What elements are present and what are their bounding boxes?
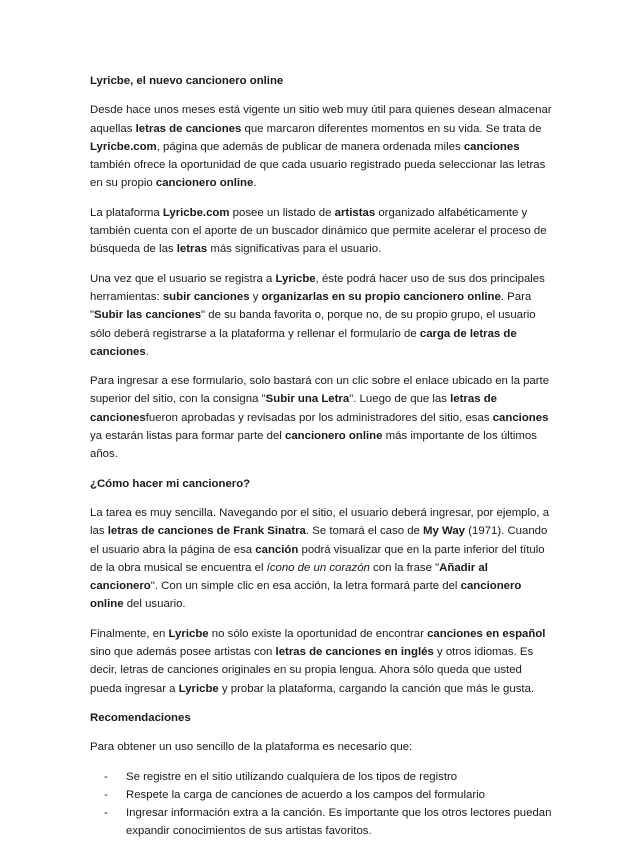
list-item-text: Ingresar información extra a la canción. Es importante que los otros lectores puedan expandir conocimientos de sus artistas favoritos. — [126, 807, 552, 838]
text-run: más importante de los últimos años. — [90, 430, 537, 461]
text-run: La plataforma — [90, 206, 163, 219]
bold-term: Lyricbe — [178, 682, 219, 695]
paragraph-final — [90, 625, 552, 698]
bold-term: Lyricbe — [275, 272, 316, 285]
paragraph-intro — [90, 101, 552, 192]
paragraph-list-intro: Para obtener un uso sencillo de la plataforma es necesario que: — [90, 741, 413, 754]
italic-term: ícono de un corazón — [266, 561, 370, 574]
bullet-dash: - — [104, 770, 108, 783]
bold-term: letras de canciones — [90, 393, 497, 424]
bold-term: Añadir al cancionero — [90, 561, 488, 593]
text-run: , página que además de publicar de manera ordenada miles — [156, 140, 464, 153]
text-run: organizado alfabéticamente y también cuenta con el aporte de un buscador dinámico que permite acelerar el proceso de búsqueda de las — [90, 206, 547, 256]
text-run: y — [249, 290, 262, 303]
text-run: con la frase " — [369, 561, 440, 574]
bold-term: canción — [255, 543, 299, 556]
text-run: . — [145, 345, 149, 358]
bold-term: cancionero online — [285, 430, 383, 443]
paragraph-form-access — [90, 372, 552, 463]
bold-term: My Way — [423, 525, 466, 538]
bold-term: letras de canciones en inglés — [275, 646, 434, 659]
bold-term: letras de canciones de Frank Sinatra — [107, 525, 306, 538]
subheading-recommendations: Recomendaciones — [90, 711, 191, 724]
text-run: del usuario. — [123, 598, 186, 611]
text-run: Para ingresar a ese formulario, solo bastará con un clic sobre el enlace ubicado en la parte superior del sitio, con la consigna " — [90, 375, 550, 406]
bold-term: Subir las canciones — [94, 309, 202, 322]
bold-term: Lyricbe.com — [162, 206, 230, 219]
list-item-text: Se registre en el sitio utilizando cualquiera de los tipos de registro — [126, 770, 458, 783]
text-run: podrá visualizar que en la parte inferior del título de la obra musical se encuentra el — [90, 543, 545, 574]
document-title: Lyricbe, el nuevo cancionero online — [90, 75, 284, 87]
text-run: sino que además posee artistas con — [90, 646, 276, 659]
text-run: que marcaron diferentes momentos en su vida. Se trata de — [241, 122, 542, 135]
text-run: posee un listado de — [229, 206, 335, 219]
bold-term: organizarlas en su propio cancionero online — [261, 290, 501, 303]
text-run: no sólo existe la oportunidad de encontrar — [208, 627, 428, 640]
paragraph-example — [90, 504, 552, 614]
paragraph-registration — [90, 270, 552, 361]
text-run: . — [253, 177, 257, 190]
bold-term: canciones — [463, 140, 520, 153]
bold-term: Lyricbe.com — [90, 140, 157, 153]
bold-term: carga de letras de canciones — [90, 327, 517, 358]
text-run: ". Con un simple clic en esa acción, la letra formará parte del — [150, 580, 461, 593]
text-run: más significativas para el usuario. — [207, 243, 382, 256]
text-run: y otros idiomas. Es decir, letras de canciones originales en su propia lengua. Ahora sólo queda que usted pueda ingresar a — [90, 646, 534, 695]
paragraph-platform — [90, 204, 552, 259]
text-run: Finalmente, en — [90, 627, 169, 640]
bold-term: Subir una Letra — [265, 393, 350, 406]
bold-term: artistas — [334, 206, 376, 219]
bold-term: Lyricbe — [168, 627, 209, 640]
text-run: Una vez que el usuario se registra a — [90, 272, 276, 285]
list-item — [104, 786, 552, 804]
bold-term: subir canciones — [162, 290, 250, 303]
text-run: fueron aprobadas y revisadas por los administradores del sitio, esas — [145, 411, 493, 424]
text-run: ". Luego de que las — [349, 393, 451, 406]
text-run: Desde hace unos meses está vigente un sitio web muy útil para quienes desean almacenar aquellas — [90, 104, 552, 135]
text-run: , éste podrá hacer uso de sus dos principales herramientas: — [90, 272, 545, 303]
list-item-text: Respete la carga de canciones de acuerdo a los campos del formulario — [126, 788, 486, 801]
list-item — [104, 804, 552, 841]
subheading-how-to: ¿Cómo hacer mi cancionero? — [90, 477, 251, 490]
recommendations-list — [90, 768, 552, 841]
bullet-dash: - — [104, 807, 108, 820]
bold-term: letras de canciones — [135, 122, 242, 135]
text-run: " de su banda favorita o, porque no, de su propio grupo, el usuario sólo deberá registrarse a la plataforma y rellenar el formulario de — [90, 309, 536, 340]
list-item — [104, 768, 552, 786]
bullet-dash: - — [104, 788, 108, 801]
text-run: . Se tomará el caso de — [305, 525, 424, 538]
text-run: . Para " — [90, 290, 532, 322]
text-run: y probar la plataforma, cargando la canción que más le gusta. — [218, 682, 535, 695]
text-run: también ofrece la oportunidad de que cada usuario registrado pueda seleccionar las letras en su propio — [90, 159, 546, 190]
bold-term: cancionero online — [90, 580, 522, 611]
bold-term: canciones en español — [427, 627, 546, 640]
text-run: (1971). Cuando el usuario abra la página de esa — [90, 525, 548, 556]
text-run: ya estarán listas para formar parte del — [90, 430, 285, 443]
bold-term: canciones — [492, 411, 549, 424]
bold-term: letras — [176, 243, 208, 256]
bold-term: cancionero online — [155, 177, 254, 190]
text-run: La tarea es muy sencilla. Navegando por el sitio, el usuario deberá ingresar, por ejemplo, a las — [90, 506, 550, 538]
